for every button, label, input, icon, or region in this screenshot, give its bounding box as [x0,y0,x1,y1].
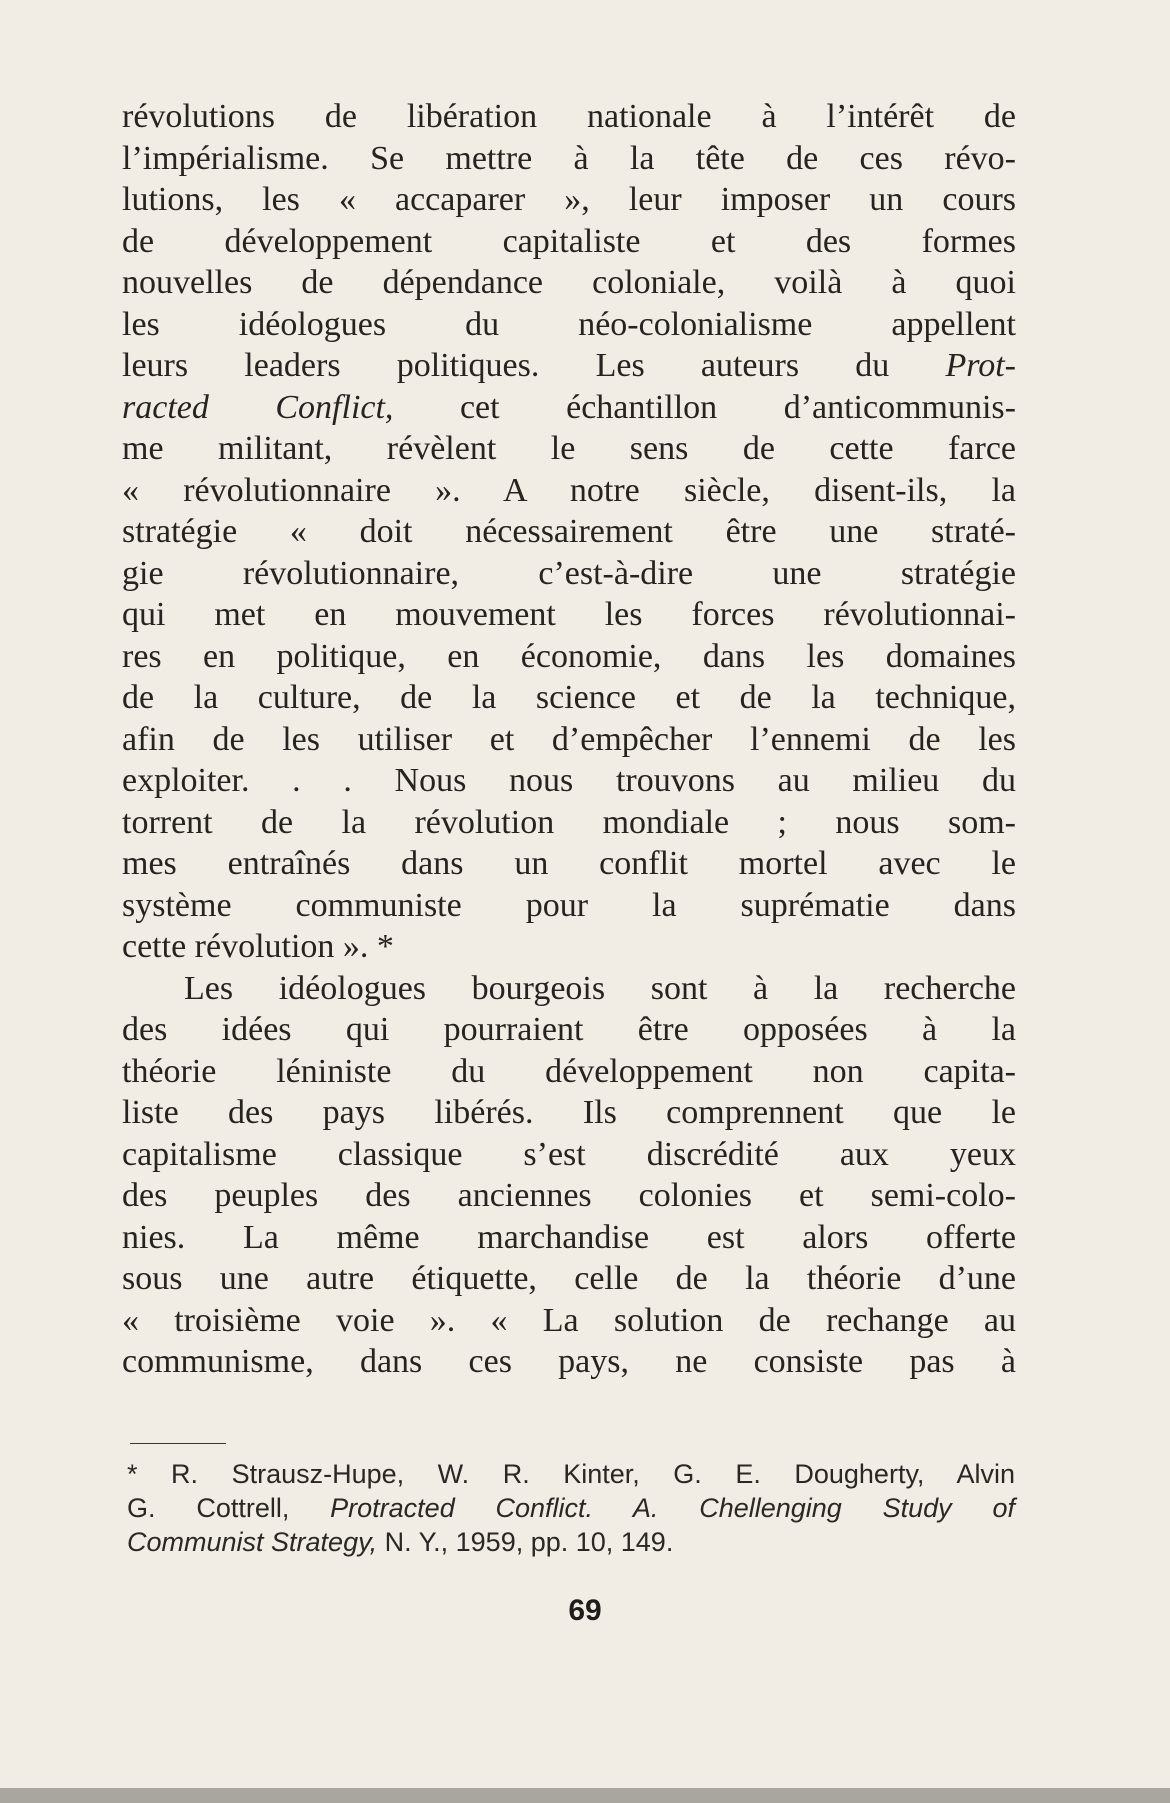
text-line [122,1300,1016,1342]
text-line [122,138,1016,180]
text-line [122,968,1016,1010]
text-run: l’impérialisme. Se mettre à la tête de ces révo- [122,139,1016,177]
italic-text: Protracted Conflict. A. Chellenging Study of [330,1493,1015,1523]
text-line [122,345,1016,387]
italic-text: racted Conflict, [122,388,394,426]
text-run: nouvelles de dépendance coloniale, voilà à quoi [122,264,1016,301]
text-line [122,96,1016,138]
footnote-line [127,1491,1015,1525]
footnote-line [127,1525,1015,1559]
text-line [122,1175,1016,1217]
text-line [122,802,1016,844]
text-line [122,221,1016,263]
text-run: N. Y., 1959, pp. 10, 149. [377,1527,674,1557]
text-run: les idéologues du néo-colonialisme appellent [122,305,1016,343]
text-run: afin de les utiliser et d’empêcher l’ennemi de les [122,720,1016,758]
text-line [122,760,1016,802]
scan-bottom-edge [0,1788,1170,1803]
text-line [122,428,1016,470]
text-run: système communiste pour la suprématie dans [122,886,1016,924]
italic-text: Communist Strategy, [127,1527,378,1557]
text-line [122,594,1016,636]
text-line [122,1217,1016,1259]
text-run: des peuples des anciennes colonies et semi-colo- [122,1177,1016,1214]
text-line [122,1009,1016,1051]
text-run: * R. Strausz-Hupe, W. R. Kinter, G. E. Dougherty, Alvin [127,1459,1015,1489]
text-run: exploiter. . . Nous nous trouvons au milieu du [122,762,1016,799]
text-run: « révolutionnaire ». A notre siècle, disent-ils, la [122,471,1016,509]
text-run: cet échantillon d’anticommunis- [393,388,1016,426]
text-line [122,1341,1016,1383]
text-line [122,1258,1016,1300]
footnote [127,1457,1015,1559]
text-line [122,304,1016,346]
text-run: de la culture, de la science et de la technique, [122,679,1016,716]
body-text [122,96,1016,1383]
text-run: qui met en mouvement les forces révolutionnai- [122,596,1016,633]
page-number: 69 [568,1594,602,1627]
text-run: torrent de la révolution mondiale ; nous som- [122,803,1016,841]
text-run: des idées qui pourraient être opposées à la [122,1011,1016,1048]
text-run: stratégie « doit nécessairement être une straté- [122,513,1016,550]
text-run: de développement capitaliste et des formes [122,222,1016,260]
footnote-separator [130,1443,226,1444]
text-run: leurs leaders politiques. Les auteurs du [122,347,946,384]
text-line [122,387,1016,429]
text-run: gie révolutionnaire, c’est-à-dire une stratégie [122,554,1016,592]
text-run: mes entraînés dans un conflit mortel avec le [122,845,1016,882]
text-line [122,636,1016,678]
text-run: G. Cottrell, [127,1493,331,1523]
text-run: nies. La même marchandise est alors offerte [122,1218,1016,1256]
text-run: théorie léniniste du développement non capita- [122,1052,1016,1090]
text-run: me militant, révèlent le sens de cette farce [122,430,1016,467]
footnote-line [127,1457,1015,1491]
text-line [122,843,1016,885]
text-run: communisme, dans ces pays, ne consiste pas à [122,1343,1016,1380]
text-line [122,1051,1016,1093]
text-run: liste des pays libérés. Ils comprennent que le [122,1094,1016,1131]
text-line [122,262,1016,304]
text-run: sous une autre étiquette, celle de la théorie d’une [122,1260,1016,1297]
text-line [122,470,1016,512]
text-line [122,553,1016,595]
text-line [122,179,1016,221]
text-run: capitalisme classique s’est discrédité aux yeux [122,1135,1016,1173]
text-line [122,885,1016,927]
italic-text: Prot- [945,347,1016,384]
text-run: res en politique, en économie, dans les domaines [122,637,1016,675]
text-line [122,719,1016,761]
text-line [122,1134,1016,1176]
text-line [122,677,1016,719]
text-line [122,1092,1016,1134]
text-run: lutions, les « accaparer », leur imposer un cours [122,181,1016,218]
text-line [122,926,1016,968]
text-run: révolutions de libération nationale à l’intérêt de [122,98,1016,135]
text-run: Les idéologues bourgeois sont à la recherche [184,969,1016,1007]
text-line [122,511,1016,553]
text-run: « troisième voie ». « La solution de rechange au [122,1301,1016,1339]
text-run: cette révolution ». * [122,928,394,965]
